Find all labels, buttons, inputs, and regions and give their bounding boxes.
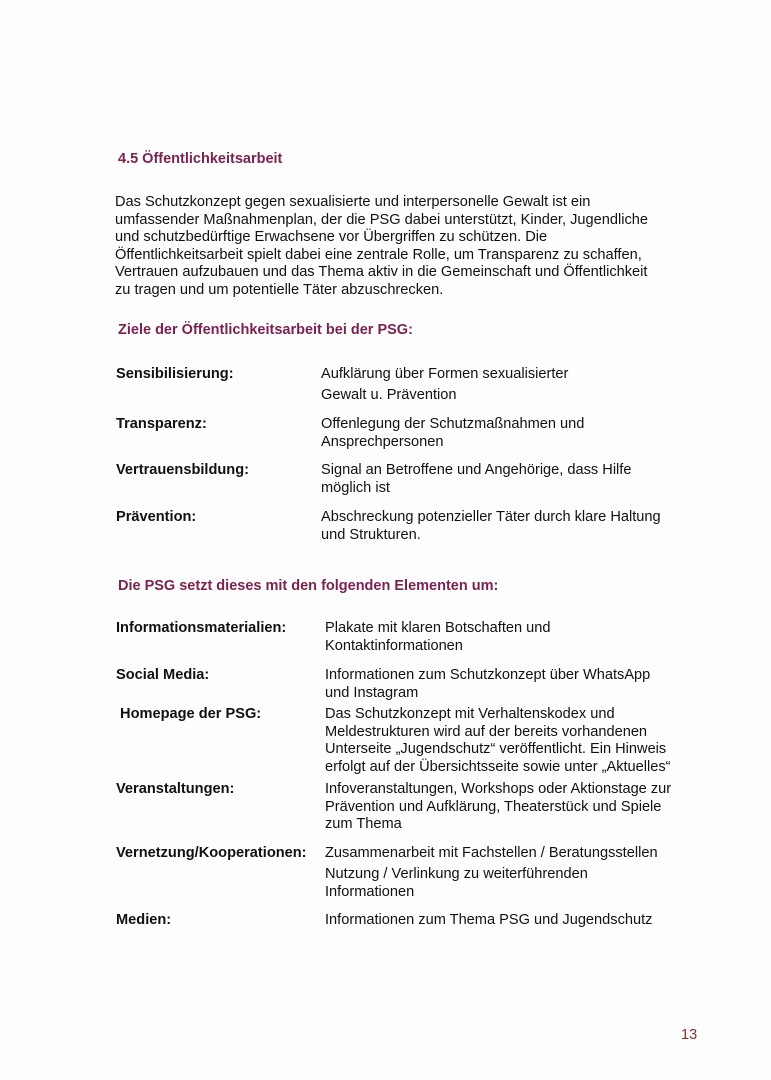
element-text: Meldestrukturen wird auf der bereits vorhandenen [325, 723, 648, 740]
goal-label: Prävention: [116, 509, 197, 525]
intro-paragraph [115, 194, 715, 300]
element-label: Medien: [116, 912, 172, 928]
element-text: Plakate mit klaren Botschaften und [325, 620, 551, 636]
intro-line: Öffentlichkeitsarbeit spielt dabei eine zentrale Rolle, um Transparenz zu schaffen, [115, 246, 642, 263]
element-text: Informationen zum Schutzkonzept über WhatsApp [325, 667, 651, 683]
element-text: und Instagram [325, 684, 419, 701]
element-text: Informationen zum Thema PSG und Jugendschutz [325, 912, 653, 928]
element-label: Vernetzung/Kooperationen: [116, 845, 307, 861]
intro-line: zu tragen und um potentielle Täter abzuschrecken. [115, 281, 444, 298]
element-text: Prävention und Aufklärung, Theaterstück und Spiele [325, 798, 662, 815]
intro-line: Vertrauen aufzubauen und das Thema aktiv in die Gemeinschaft und Öffentlichkeit [115, 264, 648, 281]
element-label: Informationsmaterialien: [116, 620, 287, 636]
element-text: Nutzung / Verlinkung zu weiterführenden [325, 866, 588, 882]
element-text: Informationen [325, 883, 415, 900]
goal-text: Ansprechpersonen [321, 433, 444, 450]
element-text: erfolgt auf der Übersichtsseite sowie unter „Aktuelles“ [325, 758, 671, 775]
element-text: zum Thema [325, 816, 402, 833]
element-text: Das Schutzkonzept mit Verhaltenskodex und [325, 706, 615, 722]
element-label: Veranstaltungen: [116, 781, 235, 797]
elements-heading: Die PSG setzt dieses mit den folgenden Elementen um: [118, 578, 499, 594]
goals-heading: Ziele der Öffentlichkeitsarbeit bei der PSG: [118, 322, 413, 338]
intro-line: und schutzbedürftige Erwachsene vor Übergriffen zu schützen. Die [115, 229, 548, 246]
goal-text: Gewalt u. Prävention [321, 387, 457, 403]
section-title: 4.5 Öffentlichkeitsarbeit [118, 151, 283, 167]
element-label: Social Media: [116, 667, 210, 683]
goal-label: Sensibilisierung: [116, 366, 234, 382]
element-text: Zusammenarbeit mit Fachstellen / Beratungsstellen [325, 845, 658, 861]
goal-label: Transparenz: [116, 416, 207, 432]
goal-text: Offenlegung der Schutzmaßnahmen und [321, 416, 585, 432]
element-text: Unterseite „Jugendschutz“ veröffentlicht. Ein Hinweis [325, 741, 667, 758]
goal-text: Signal an Betroffene und Angehörige, dass Hilfe [321, 462, 632, 478]
goal-text: Abschreckung potenzieller Täter durch klare Haltung [321, 509, 661, 525]
goal-text: möglich ist [321, 479, 390, 496]
element-text: Kontaktinformationen [325, 637, 463, 654]
goal-text: und Strukturen. [321, 526, 421, 543]
element-text: Infoveranstaltungen, Workshops oder Aktionstage zur [325, 781, 672, 797]
element-label: Homepage der PSG: [116, 706, 262, 722]
intro-line: umfassender Maßnahmenplan, der die PSG dabei unterstützt, Kinder, Jugendliche [115, 211, 648, 228]
page-number: 13 [681, 1027, 698, 1043]
intro-line: Das Schutzkonzept gegen sexualisierte und interpersonelle Gewalt ist ein [115, 194, 591, 210]
goal-label: Vertrauensbildung: [116, 462, 249, 478]
goal-text: Aufklärung über Formen sexualisierter [321, 366, 569, 382]
